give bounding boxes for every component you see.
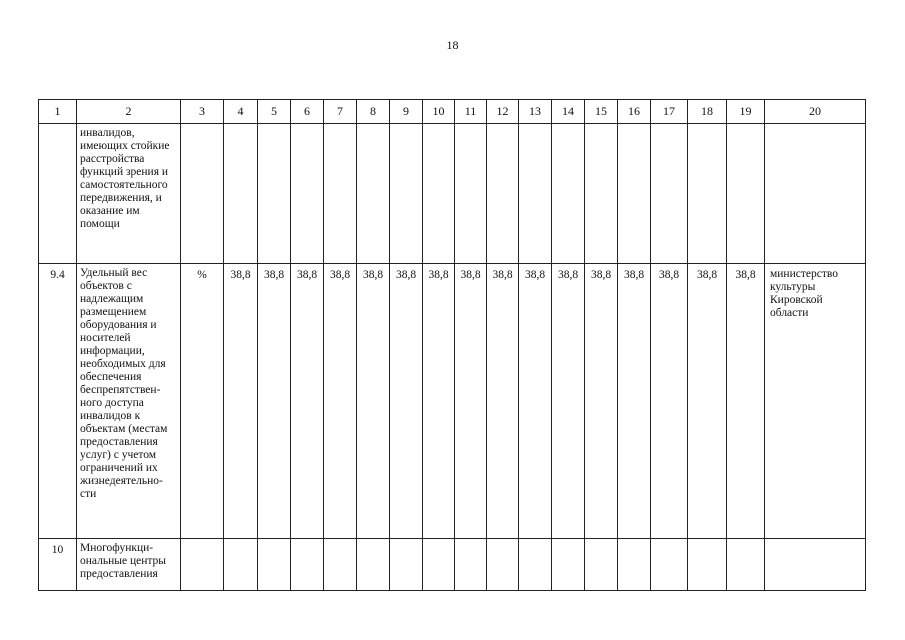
header-cell: 12 (487, 100, 519, 124)
header-cell: 10 (423, 100, 455, 124)
value-cell: 38,8 (455, 264, 487, 539)
value-cell (357, 124, 390, 264)
value-cell (224, 539, 258, 591)
value-cell: 38,8 (258, 264, 291, 539)
header-cell: 18 (688, 100, 727, 124)
value-cell (651, 124, 688, 264)
row-number: 10 (39, 539, 77, 591)
value-cell (585, 539, 618, 591)
unit-cell (181, 539, 224, 591)
value-cell (258, 124, 291, 264)
value-cell (324, 124, 357, 264)
table-header-row (39, 100, 866, 124)
header-cell: 17 (651, 100, 688, 124)
header-cell: 3 (181, 100, 224, 124)
value-cell (423, 539, 455, 591)
value-cell (519, 124, 552, 264)
table-row (39, 539, 866, 591)
header-cell: 4 (224, 100, 258, 124)
value-cell: 38,8 (357, 264, 390, 539)
row-number: 9.4 (39, 264, 77, 539)
value-cell (291, 124, 324, 264)
value-cell: 38,8 (727, 264, 765, 539)
value-cell (487, 539, 519, 591)
header-cell: 1 (39, 100, 77, 124)
table-row (39, 124, 866, 264)
value-cell: 38,8 (291, 264, 324, 539)
value-cell: 38,8 (390, 264, 423, 539)
page-number: 18 (446, 38, 459, 52)
indicator-name: Многофункци-ональные центры предоставления (77, 539, 181, 591)
value-cell (423, 124, 455, 264)
header-cell: 6 (291, 100, 324, 124)
indicators-table (38, 99, 866, 591)
value-cell (455, 539, 487, 591)
value-cell: 38,8 (585, 264, 618, 539)
header-cell: 7 (324, 100, 357, 124)
responsible-cell: министерство культуры Кировской области (765, 264, 866, 539)
value-cell (224, 124, 258, 264)
header-cell: 8 (357, 100, 390, 124)
value-cell (688, 124, 727, 264)
value-cell (618, 124, 651, 264)
header-cell: 13 (519, 100, 552, 124)
responsible-cell (765, 539, 866, 591)
value-cell (357, 539, 390, 591)
header-cell: 19 (727, 100, 765, 124)
value-cell: 38,8 (618, 264, 651, 539)
value-cell (727, 539, 765, 591)
header-cell: 11 (455, 100, 487, 124)
value-cell: 38,8 (224, 264, 258, 539)
value-cell: 38,8 (324, 264, 357, 539)
unit-cell: % (181, 264, 224, 539)
value-cell: 38,8 (552, 264, 585, 539)
header-cell: 16 (618, 100, 651, 124)
value-cell: 38,8 (651, 264, 688, 539)
value-cell: 38,8 (487, 264, 519, 539)
value-cell (585, 124, 618, 264)
indicator-name: Удельный вес объектов с надлежащим размещением оборудования и носителей информации, необходимых для обеспечения беспрепятствен-ного доступа инвалидов к объектам (местам предоставления услуг) с учетом ограничений их жизнедеятельно-сти (77, 264, 181, 539)
value-cell (552, 539, 585, 591)
value-cell (258, 539, 291, 591)
row-number (39, 124, 77, 264)
header-cell: 20 (765, 100, 866, 124)
responsible-cell (765, 124, 866, 264)
header-cell: 5 (258, 100, 291, 124)
value-cell (390, 539, 423, 591)
header-cell: 9 (390, 100, 423, 124)
value-cell (291, 539, 324, 591)
value-cell (552, 124, 585, 264)
header-cell: 2 (77, 100, 181, 124)
value-cell (519, 539, 552, 591)
header-cell: 15 (585, 100, 618, 124)
value-cell (688, 539, 727, 591)
value-cell: 38,8 (688, 264, 727, 539)
unit-cell (181, 124, 224, 264)
header-cell: 14 (552, 100, 585, 124)
value-cell (618, 539, 651, 591)
value-cell (651, 539, 688, 591)
table-row (39, 264, 866, 539)
value-cell (324, 539, 357, 591)
value-cell: 38,8 (423, 264, 455, 539)
indicator-name: инвалидов, имеющих стойкие расстройства функций зрения и самостоятельного передвижения, и оказание им помощи (77, 124, 181, 264)
value-cell (390, 124, 423, 264)
value-cell: 38,8 (519, 264, 552, 539)
value-cell (727, 124, 765, 264)
value-cell (487, 124, 519, 264)
value-cell (455, 124, 487, 264)
